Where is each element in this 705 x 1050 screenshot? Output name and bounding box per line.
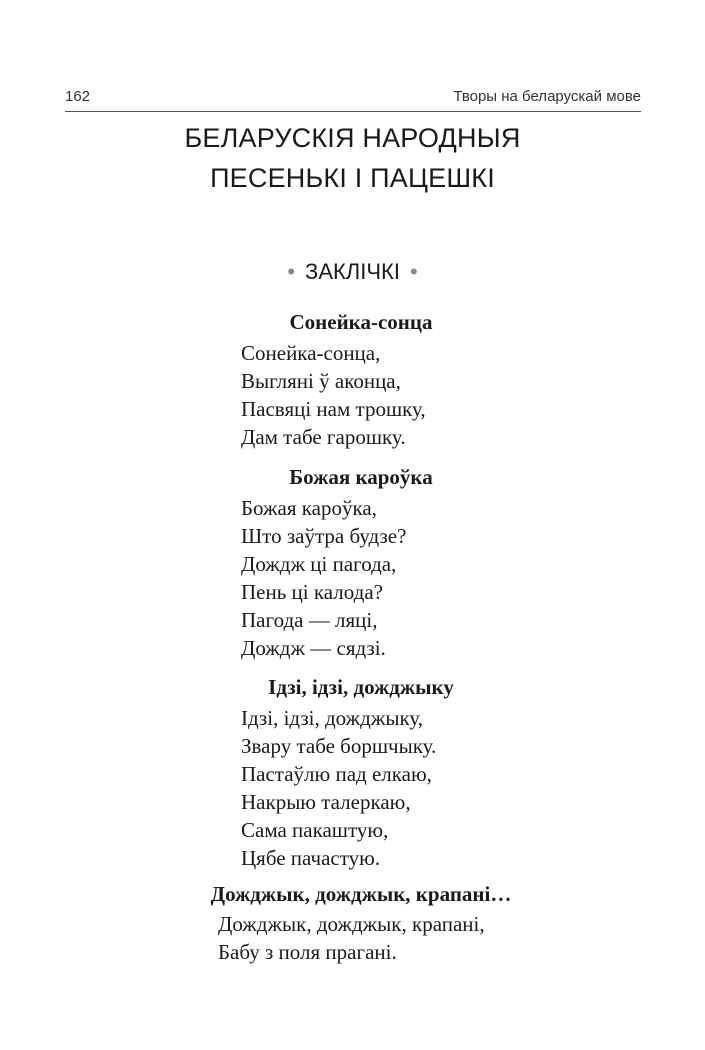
running-title: Творы на беларускай мове xyxy=(453,88,641,105)
poem-line: Бабу з поля прагані. xyxy=(218,940,397,964)
poem-body xyxy=(241,704,436,872)
poem-line: Дождж цi пагода, xyxy=(241,552,397,576)
poem-line: Божая кароўка, xyxy=(241,496,377,520)
poem-line: Пастаўлю пад елкаю, xyxy=(241,762,432,786)
poem-line: Пасвяцi нам трошку, xyxy=(241,397,426,421)
poem-body xyxy=(241,339,426,451)
chapter-title-line-2: ПЕСЕНЬКІ І ПАЦЕШКІ xyxy=(210,163,495,193)
section-heading xyxy=(0,255,705,289)
poem-line: Дождж — сядзi. xyxy=(241,636,386,660)
poem-line: Пень цi калода? xyxy=(241,580,383,604)
poem-line: Што заўтра будзе? xyxy=(241,524,407,548)
chapter-title xyxy=(0,118,705,198)
poem-title: Сонейка-сонца xyxy=(289,310,433,334)
bullet-left-icon: • xyxy=(287,259,296,284)
poem-title: Дожджык, дожджык, крапані… xyxy=(210,882,512,906)
page-number: 162 xyxy=(65,88,91,105)
running-header xyxy=(65,84,641,110)
poem-line: Сама пакаштую, xyxy=(241,818,389,842)
poem-line: Выглянi ў аконца, xyxy=(241,369,401,393)
section-label: ЗАКЛІЧКІ xyxy=(305,259,400,284)
poem-line: Дам табе гарошку. xyxy=(241,425,406,449)
poem-line: Дожджык, дожджык, крапанi, xyxy=(218,912,485,936)
poem-line: Звару табе боршчыку. xyxy=(241,734,437,758)
chapter-title-line-1: БЕЛАРУСКІЯ НАРОДНЫЯ xyxy=(184,123,521,153)
poem-body xyxy=(218,910,485,966)
poem-title: Божая кароўка xyxy=(289,465,433,489)
poem-line: Сонейка-сонца, xyxy=(241,341,381,365)
poem-body xyxy=(241,494,406,662)
poem-line: Пагода — ляцi, xyxy=(241,608,378,632)
poem-line: Ідзi, iдзi, дожджыку, xyxy=(241,706,423,730)
header-rule xyxy=(65,111,641,112)
poem-line: Накрыю талеркаю, xyxy=(241,790,411,814)
poem-line: Цябе пачастую. xyxy=(241,846,381,870)
bullet-right-icon: • xyxy=(409,259,418,284)
poem-title: Ідзі, ідзі, дожджыку xyxy=(268,675,454,699)
